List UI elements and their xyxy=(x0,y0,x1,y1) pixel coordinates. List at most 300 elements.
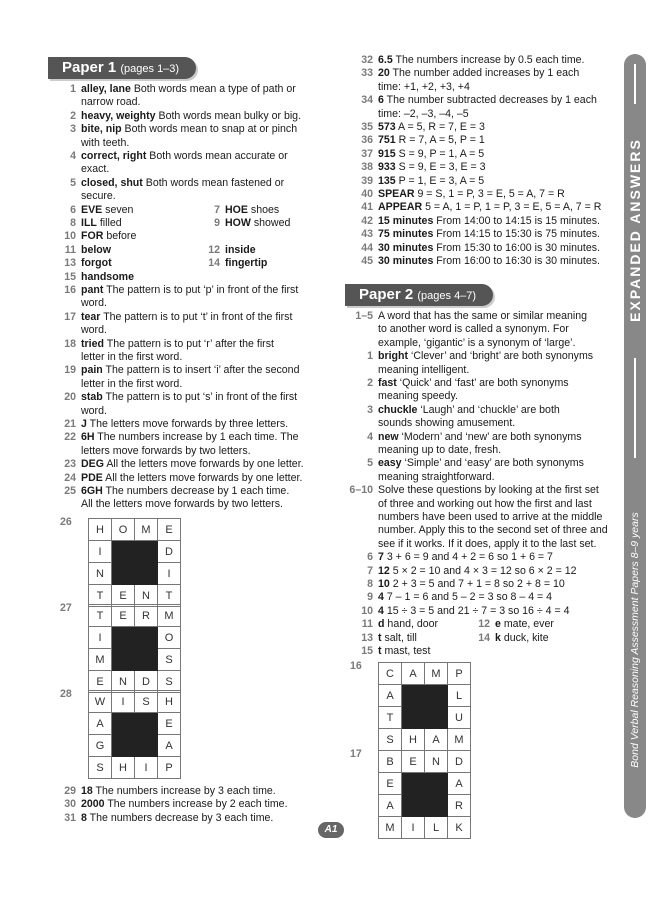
answer-text xyxy=(225,217,290,230)
answer-text xyxy=(81,798,288,811)
answer-text xyxy=(378,350,593,363)
answer-number: 8 xyxy=(367,578,373,590)
grid-block xyxy=(135,649,158,671)
answer-number: 11 xyxy=(64,243,76,256)
answer-text xyxy=(378,444,501,457)
answer-explanation: exact. xyxy=(81,163,110,176)
answer-explanation: Solve these questions by looking at the first set xyxy=(378,484,599,497)
answer-bold: 4 xyxy=(378,604,384,617)
grid-cell: P xyxy=(158,757,181,779)
answer-text xyxy=(378,591,552,604)
answer-text xyxy=(378,457,584,470)
answer-text xyxy=(378,94,597,107)
answer-text xyxy=(81,110,301,123)
answer-bold: 135 xyxy=(378,174,396,187)
answer-explanation: to another word is called a synonym. For xyxy=(378,323,569,336)
grid-cell: S xyxy=(379,729,402,751)
grid-row xyxy=(89,563,181,585)
answer-text xyxy=(378,484,599,497)
answer-explanation: Both words mean fastened or xyxy=(142,176,285,189)
grid-cell: I xyxy=(89,627,112,649)
sidebar-title-text: EXPANDED ANSWERS xyxy=(627,138,643,322)
answer-explanation: letter in the first word. xyxy=(81,351,183,363)
answer-explanation: word. xyxy=(81,324,107,337)
answer-explanation: The number subtracted decreases by 1 each xyxy=(383,94,597,107)
answer-text xyxy=(378,645,430,658)
answer-explanation: salt, till xyxy=(381,631,417,644)
grid-cell: R xyxy=(448,795,471,817)
grid-cell: S xyxy=(135,691,158,713)
crossword-grid xyxy=(88,604,181,693)
answer-text xyxy=(378,81,470,94)
grid-cell: E xyxy=(158,713,181,735)
answer-number: 30 xyxy=(64,798,76,811)
answer-text xyxy=(81,217,122,230)
grid-cell: L xyxy=(448,685,471,707)
grid-cell: I xyxy=(135,757,158,779)
answer-text xyxy=(81,458,304,471)
answer-text xyxy=(378,54,585,67)
answer-number: 35 xyxy=(361,121,373,133)
answer-number: 8 xyxy=(70,217,76,229)
answer-text xyxy=(225,204,279,217)
grid-cell: E xyxy=(379,773,402,795)
grid-block xyxy=(135,713,158,735)
grid-number: 16 xyxy=(350,660,362,672)
grid-cell: B xyxy=(379,751,402,773)
grid-block xyxy=(135,563,158,585)
answer-explanation: 5 × 2 = 10 and 4 × 3 = 12 so 6 × 2 = 12 xyxy=(389,564,577,577)
answer-text xyxy=(81,812,273,825)
answer-bold: PDE xyxy=(81,471,103,484)
answer-number: 38 xyxy=(361,161,373,174)
answer-text xyxy=(81,485,289,498)
paper1-header xyxy=(48,57,196,79)
answer-explanation: of three and working out how the first and last xyxy=(378,497,592,510)
paper1-title: Paper 1 xyxy=(62,59,117,76)
answer-explanation: meaning speedy. xyxy=(378,390,458,403)
answer-number: 36 xyxy=(361,134,373,147)
answer-text xyxy=(81,83,296,96)
answer-bold: 6.5 xyxy=(378,54,393,66)
answer-number: 4 xyxy=(367,430,373,443)
answer-bold: stab xyxy=(81,391,103,404)
grid-block xyxy=(135,627,158,649)
grid-row xyxy=(89,627,181,649)
answer-explanation: time: –2, –3, –4, –5 xyxy=(378,107,469,120)
answer-explanation: meaning intelligent. xyxy=(378,363,470,376)
answer-text xyxy=(378,404,560,417)
grid-block xyxy=(135,735,158,757)
answer-explanation: All the letters move forwards by one letter. xyxy=(103,458,304,471)
answer-explanation: with teeth. xyxy=(81,136,130,149)
grid-cell: C xyxy=(379,663,402,685)
answer-explanation: The numbers increase by 1 each time. The xyxy=(94,431,299,444)
grid-block xyxy=(402,773,425,795)
answer-explanation: The numbers increase by 0.5 each time. xyxy=(392,54,585,66)
answer-text xyxy=(81,324,107,337)
answer-explanation: before xyxy=(103,230,137,243)
crossword-grid xyxy=(378,662,471,751)
grid-cell: S xyxy=(89,757,112,779)
answer-text xyxy=(378,215,600,228)
answer-number: 24 xyxy=(64,471,76,484)
answer-number: 9 xyxy=(214,217,220,229)
grid-cell: T xyxy=(379,707,402,729)
answer-number: 3 xyxy=(70,123,76,136)
grid-cell: G xyxy=(89,735,112,757)
answer-explanation: S = 9, E = 3, E = 3 xyxy=(395,161,486,174)
grid-cell: S xyxy=(158,671,181,693)
answer-bold: alley, lane xyxy=(81,83,131,95)
answer-text xyxy=(81,418,288,431)
answer-text xyxy=(81,271,134,284)
answer-text xyxy=(378,431,582,444)
answer-bold: inside xyxy=(225,243,256,256)
answer-number: 6 xyxy=(70,203,76,216)
answer-text xyxy=(378,134,485,147)
grid-number: 17 xyxy=(350,748,362,760)
answer-bold: heavy, weighty xyxy=(81,109,156,122)
grid-cell: N xyxy=(112,671,135,693)
answer-explanation: example, ‘gigantic’ is a synonym of ‘large’. xyxy=(378,336,576,349)
answer-text xyxy=(378,161,486,174)
sidebar-subtitle-text: Bond Verbal Reasoning Assessment Papers 8–9 years xyxy=(629,512,641,768)
grid-cell: D xyxy=(158,541,181,563)
grid-cell: E xyxy=(112,605,135,627)
answer-text xyxy=(378,148,484,161)
answer-text xyxy=(378,121,485,134)
answer-explanation: 2 + 3 = 5 and 7 + 1 = 8 so 2 + 8 = 10 xyxy=(389,578,565,590)
answer-explanation: A = 5, R = 7, E = 3 xyxy=(395,121,485,133)
answer-explanation: showed xyxy=(250,217,291,229)
answer-text xyxy=(495,618,554,631)
answer-text xyxy=(378,228,600,241)
grid-row xyxy=(89,605,181,627)
grid-number: 27 xyxy=(60,602,72,614)
answer-bold: pant xyxy=(81,284,104,296)
answer-explanation: The pattern is to put ‘r’ after the first xyxy=(103,337,274,350)
grid-block xyxy=(112,649,135,671)
grid-block xyxy=(112,627,135,649)
answer-bold: 2000 xyxy=(81,798,105,811)
answer-explanation: 7 – 1 = 6 and 5 – 2 = 3 so 8 – 4 = 4 xyxy=(383,591,553,604)
answer-text xyxy=(81,498,283,511)
crossword-grid xyxy=(88,690,181,779)
answer-bold: ILL xyxy=(81,217,97,229)
answer-text xyxy=(81,351,182,364)
grid-cell: I xyxy=(89,541,112,563)
answer-bold: bright xyxy=(378,350,409,363)
answer-bold: easy xyxy=(378,457,402,470)
grid-cell: A xyxy=(425,729,448,751)
answer-text xyxy=(81,150,288,163)
answer-number: 12 xyxy=(478,618,490,631)
grid-cell: M xyxy=(425,663,448,685)
grid-row xyxy=(89,713,181,735)
answer-bold: forgot xyxy=(81,257,112,270)
grid-cell: H xyxy=(89,519,112,541)
answer-number: 9 xyxy=(367,591,373,604)
answer-bold: fast xyxy=(378,377,397,389)
answer-number: 37 xyxy=(361,147,373,160)
grid-cell: A xyxy=(158,735,181,757)
answer-bold: closed, shut xyxy=(81,176,143,189)
answer-text xyxy=(81,177,284,190)
paper2-pages: (pages 4–7) xyxy=(417,290,477,302)
answer-explanation: The numbers decrease by 3 each time. xyxy=(86,811,274,824)
answer-explanation: A word that has the same or similar meaning xyxy=(378,310,588,322)
answer-explanation: seven xyxy=(102,203,134,216)
answer-text xyxy=(378,108,469,121)
answer-bold: t xyxy=(378,631,382,644)
answer-number: 2 xyxy=(367,377,373,389)
answer-bold: pain xyxy=(81,364,103,377)
grid-row xyxy=(379,707,471,729)
answer-bold: 30 minutes xyxy=(378,255,434,267)
answer-text xyxy=(378,323,569,336)
grid-row xyxy=(89,735,181,757)
answer-text xyxy=(378,565,577,578)
answer-text xyxy=(225,257,267,270)
answer-explanation: From 16:00 to 16:30 is 30 minutes. xyxy=(433,255,600,267)
answer-text xyxy=(81,204,133,217)
answer-bold: 6GH xyxy=(81,485,103,497)
answer-number: 4 xyxy=(70,150,76,162)
grid-row xyxy=(89,649,181,671)
answer-bold: chuckle xyxy=(378,403,418,416)
answer-number: 10 xyxy=(64,230,76,243)
grid-cell: A xyxy=(448,773,471,795)
grid-cell: W xyxy=(89,691,112,713)
grid-cell: R xyxy=(135,605,158,627)
answer-bold: tried xyxy=(81,337,104,350)
answer-bold: correct, right xyxy=(81,150,147,162)
grid-cell: M xyxy=(379,817,402,839)
answer-text xyxy=(378,471,495,484)
answer-explanation: word. xyxy=(81,404,107,417)
answer-number: 16 xyxy=(64,284,76,296)
grid-number: 26 xyxy=(60,516,72,528)
answer-bold: 15 minutes xyxy=(378,214,434,227)
answer-explanation: S = 9, P = 1, A = 5 xyxy=(395,147,485,160)
grid-row xyxy=(379,751,471,773)
grid-cell: A xyxy=(379,685,402,707)
answer-explanation: From 14:15 to 15:30 is 75 minutes. xyxy=(433,228,600,241)
answer-text xyxy=(81,244,111,257)
answer-number: 17 xyxy=(64,310,76,323)
answer-explanation: narrow road. xyxy=(81,96,141,109)
grid-row xyxy=(89,691,181,713)
grid-row xyxy=(379,773,471,795)
answer-text xyxy=(378,364,469,377)
answer-text xyxy=(81,472,302,485)
answer-explanation: letter in the first word. xyxy=(81,377,183,390)
answer-text xyxy=(378,498,592,511)
paper1-pages: (pages 1–3) xyxy=(120,63,180,75)
answer-bold: 12 xyxy=(378,564,390,577)
answer-text xyxy=(378,578,565,591)
answer-explanation: ‘Clever’ and ‘bright’ are both synonyms xyxy=(408,350,594,363)
answer-text xyxy=(378,175,484,188)
grid-row xyxy=(89,541,181,563)
answer-text xyxy=(81,391,297,404)
answer-explanation: The numbers increase by 3 each time. xyxy=(92,785,276,797)
answer-bold: tear xyxy=(81,310,101,323)
grid-cell: E xyxy=(158,519,181,541)
answer-text xyxy=(378,524,608,537)
answer-number: 45 xyxy=(361,255,373,267)
answer-explanation: All the letters move forwards by one letter. xyxy=(102,471,303,484)
answer-text xyxy=(81,230,136,243)
grid-cell: E xyxy=(89,671,112,693)
answer-bold: bite, nip xyxy=(81,123,122,136)
answer-text xyxy=(378,337,575,350)
grid-row xyxy=(379,685,471,707)
grid-cell: M xyxy=(448,729,471,751)
grid-row xyxy=(379,729,471,751)
grid-cell: K xyxy=(448,817,471,839)
answer-explanation: ‘Laugh’ and ‘chuckle’ are both xyxy=(417,403,560,416)
grid-block xyxy=(112,541,135,563)
answer-number: 11 xyxy=(361,618,373,631)
answer-text xyxy=(81,364,299,377)
answer-number: 22 xyxy=(64,431,76,444)
answer-bold: EVE xyxy=(81,203,103,216)
answer-explanation: numbers have been used to arrive at the middle xyxy=(378,511,603,523)
answer-number: 13 xyxy=(361,631,373,644)
answer-bold: below xyxy=(81,243,112,256)
grid-cell: U xyxy=(448,707,471,729)
answer-explanation: Both words mean a type of path or xyxy=(130,83,296,95)
grid-block xyxy=(112,563,135,585)
answer-number: 18 xyxy=(64,337,76,350)
answer-text xyxy=(378,242,600,255)
answer-number: 7 xyxy=(367,564,373,577)
grid-cell: I xyxy=(402,817,425,839)
answer-number: 14 xyxy=(478,631,490,644)
answer-bold: t xyxy=(378,645,382,657)
answer-bold: e xyxy=(495,618,501,631)
answer-number: 42 xyxy=(361,214,373,227)
answer-text xyxy=(378,390,458,403)
answer-number: 21 xyxy=(64,418,76,430)
sidebar-subtitle xyxy=(624,470,646,810)
answer-bold: new xyxy=(378,430,399,443)
grid-cell: D xyxy=(448,751,471,773)
answer-text xyxy=(81,338,274,351)
answer-text xyxy=(495,632,549,645)
page-number: A1 xyxy=(318,822,344,838)
answer-explanation: mast, test xyxy=(381,645,431,657)
answer-number: 23 xyxy=(64,458,76,471)
answer-explanation: meaning up to date, fresh. xyxy=(378,444,502,456)
answer-bold: 6H xyxy=(81,431,95,444)
answer-explanation: P = 1, E = 3, A = 5 xyxy=(395,174,485,187)
answer-number: 34 xyxy=(361,94,373,107)
answer-explanation: Both words mean to snap at or pinch xyxy=(121,123,298,136)
answer-number: 43 xyxy=(361,228,373,241)
answer-number: 1 xyxy=(367,350,373,363)
grid-cell: I xyxy=(112,691,135,713)
answer-explanation: filled xyxy=(96,217,122,229)
grid-cell: T xyxy=(89,605,112,627)
answer-explanation: secure. xyxy=(81,190,116,203)
answer-number: 31 xyxy=(64,811,76,824)
answer-explanation: All the letters move forwards by two letters. xyxy=(81,498,283,511)
answer-explanation: R = 7, A = 5, P = 1 xyxy=(395,134,485,147)
grid-row xyxy=(89,757,181,779)
answer-bold: fingertip xyxy=(225,257,268,270)
grid-cell: N xyxy=(135,585,158,607)
answer-explanation: meaning straightforward. xyxy=(378,470,495,483)
grid-cell: I xyxy=(158,563,181,585)
answer-bold: 6 xyxy=(378,94,384,107)
answer-explanation: number. Apply this to the second set of three and xyxy=(378,524,608,537)
grid-block xyxy=(402,795,425,817)
grid-cell: A xyxy=(89,713,112,735)
answer-bold: HOW xyxy=(225,217,251,229)
answer-text xyxy=(81,297,107,310)
answer-number: 40 xyxy=(361,188,373,200)
answer-text xyxy=(81,311,292,324)
grid-block xyxy=(425,773,448,795)
grid-block xyxy=(112,735,135,757)
answer-explanation: ‘Quick’ and ‘fast’ are both synonyms xyxy=(396,377,569,389)
sidebar-rule-bottom xyxy=(634,358,636,458)
answer-text xyxy=(378,511,602,524)
answer-text xyxy=(378,255,600,268)
answer-bold: 933 xyxy=(378,161,396,174)
answer-bold: 7 xyxy=(378,551,384,564)
answer-bold: d xyxy=(378,618,385,631)
answer-explanation: sounds showing amusement. xyxy=(378,417,516,430)
answer-explanation: 9 = S, 1 = P, 3 = E, 5 = A, 7 = R xyxy=(414,188,565,200)
answer-number: 25 xyxy=(64,485,76,497)
answer-number: 6–10 xyxy=(349,484,373,497)
answer-text xyxy=(81,163,109,176)
answer-number: 1 xyxy=(70,83,76,95)
grid-cell: M xyxy=(158,605,181,627)
grid-cell: D xyxy=(135,671,158,693)
answer-explanation: ‘Simple’ and ‘easy’ are both synonyms xyxy=(401,457,584,470)
answer-text xyxy=(81,284,298,297)
answer-text xyxy=(81,257,112,270)
answer-explanation: The pattern is to put ‘s’ in front of the first xyxy=(102,391,298,404)
answer-text xyxy=(378,632,417,645)
grid-cell: O xyxy=(158,627,181,649)
grid-cell: H xyxy=(158,691,181,713)
grid-cell: E xyxy=(112,585,135,607)
answer-number: 7 xyxy=(214,203,220,216)
grid-row xyxy=(379,663,471,685)
answer-explanation: The pattern is to insert ‘i’ after the second xyxy=(102,364,300,377)
answer-number: 14 xyxy=(208,257,220,270)
grid-block xyxy=(425,795,448,817)
answer-text xyxy=(378,538,596,551)
grid-block xyxy=(112,713,135,735)
grid-cell: O xyxy=(112,519,135,541)
grid-number: 28 xyxy=(60,688,72,700)
answer-explanation: word. xyxy=(81,297,107,310)
answer-text xyxy=(81,190,116,203)
sidebar-rule-top xyxy=(634,64,636,104)
answer-explanation: duck, kite xyxy=(500,631,549,644)
answer-text xyxy=(378,377,569,390)
grid-cell: A xyxy=(379,795,402,817)
answer-bold: 75 minutes xyxy=(378,228,434,241)
answer-text xyxy=(81,405,107,418)
